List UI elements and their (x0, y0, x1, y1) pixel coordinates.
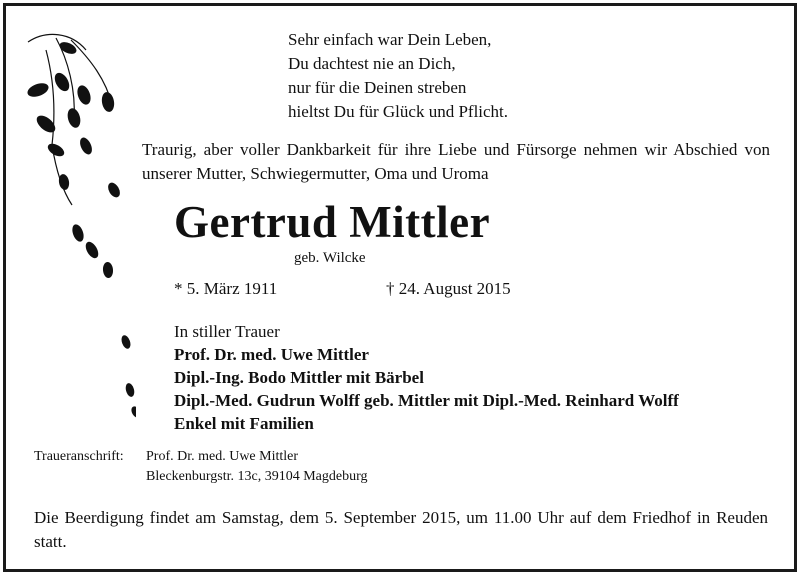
mourner-name: Dipl.-Ing. Bodo Mittler mit Bärbel (174, 368, 424, 387)
mourner-name: Dipl.-Med. Gudrun Wolff geb. Mittler mit Dipl.-Med. Reinhard Wolff (174, 391, 679, 410)
mourner-name: Enkel mit Familien (174, 414, 314, 433)
poem-line: nur für die Deinen streben (288, 78, 467, 97)
address-label: Traueranschrift: (34, 449, 124, 464)
deceased-name: Gertrud Mittler (174, 197, 491, 247)
poem (288, 28, 508, 124)
birth-date: * 5. März 1911 (174, 279, 278, 298)
address-line: Bleckenburgstr. 13c, 39104 Magdeburg (146, 469, 368, 484)
mourners-heading: In stiller Trauer (174, 322, 280, 341)
poem-line: Du dachtest nie an Dich, (288, 54, 456, 73)
mourners-block (174, 320, 679, 435)
poem-line: Sehr einfach war Dein Leben, (288, 30, 492, 49)
poem-line: hieltst Du für Glück und Pflicht. (288, 102, 509, 121)
mourner-name: Prof. Dr. med. Uwe Mittler (174, 345, 369, 364)
birch-leaves-icon (16, 20, 136, 420)
death-date: † 24. August 2015 (386, 279, 511, 298)
obituary-notice (3, 3, 797, 572)
intro-text: Traurig, aber voller Dankbarkeit für ihre Liebe und Fürsorge nehmen wir Abschied von unserer Mutter, Schwiegermutter, Oma und Uroma (142, 140, 770, 183)
address (146, 447, 368, 487)
funeral-info: Die Beerdigung findet am Samstag, dem 5. September 2015, um 11.00 Uhr auf dem Friedhof in Reuden statt. (34, 508, 768, 551)
maiden-name: geb. Wilcke (294, 250, 366, 266)
address-line: Prof. Dr. med. Uwe Mittler (146, 449, 299, 464)
